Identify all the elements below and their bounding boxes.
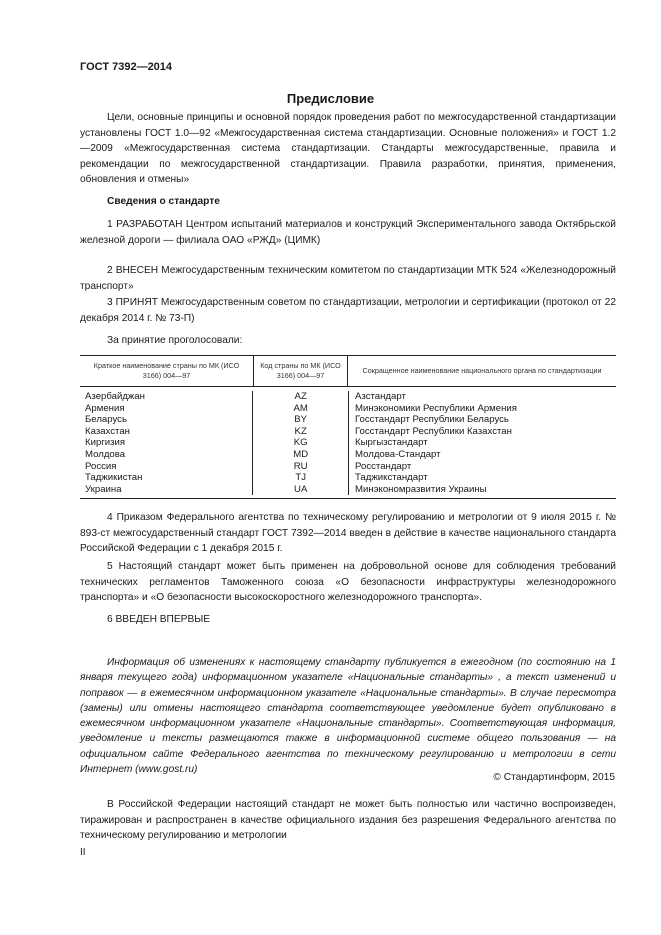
rights-paragraph: В Российской Федерации настоящий стандарт не может быть полностью или частично воспроизведен, тиражирован и распространен в качестве официального издания без разрешения Федерального агентства по техническому регулированию и метрологии	[80, 799, 616, 841]
country-cell: Россия	[85, 460, 117, 472]
country-cell: Таджикистан	[85, 472, 143, 484]
country-column	[80, 391, 252, 495]
doc-code-header: ГОСТ 7392—2014	[80, 61, 173, 73]
org-cell: Кыргызстандарт	[355, 437, 428, 449]
org-cell: Молдова-Стандарт	[355, 448, 441, 460]
org-column	[349, 391, 616, 495]
country-cell: Азербайджан	[85, 391, 145, 402]
country-cell: Киргизия	[85, 437, 126, 449]
org-cell: Таджикстандарт	[355, 472, 428, 484]
code-column	[252, 391, 349, 495]
code-cell: AM	[293, 402, 308, 414]
country-cell: Казахстан	[85, 425, 130, 437]
code-cell: KZ	[294, 425, 307, 437]
country-cell: Молдова	[85, 448, 126, 460]
code-cell: BY	[294, 414, 308, 426]
header-country-code: Код страны по МК (ИСО 3166) 004—97	[253, 356, 348, 386]
intro-paragraph: Цели, основные принципы и основной порядок проведения работ по межгосударственной стандартизации установлены ГОСТ 1.0—92 «Межгосударственная система стандартизации. Основные положения» и ГОСТ 1.2—2009 «Межгосударственная система стандартизации. Стандарты межгосударственные, правила и рекомендации по межгосударственной стандартизации. Правила разработки, принятия, применения, обновления и отмены»	[80, 112, 616, 185]
vote-label: За принятие проголосовали:	[107, 335, 243, 346]
item-3: 3 ПРИНЯТ Межгосударственным советом по стандартизации, метрологии и сертификации (протокол от 22 декабря 2014 г. № 73-П)	[80, 297, 616, 324]
item-4: 4 Приказом Федерального агентства по техническому регулированию и метрологии от 9 июля 2015 г. № 893-ст межгосударственный стандарт ГОСТ 7392—2014 введен в действие в качестве национального стандарта Российской Федерации с 1 декабря 2015 г.	[80, 512, 616, 554]
table-header	[80, 356, 616, 387]
voting-countries-table	[80, 355, 616, 499]
table-body	[80, 387, 616, 498]
country-cell: Беларусь	[85, 414, 127, 426]
org-cell: Азстандарт	[355, 391, 406, 402]
about-heading: Сведения о стандарте	[107, 196, 220, 207]
header-org-name: Сокращенное наименование национального органа по стандартизации	[362, 366, 602, 375]
item-5: 5 Настоящий стандарт может быть применен на добровольной основе для соблюдения требований технических регламентов Таможенного союза «О безопасности инфраструктуры железнодорожного транспорта» и «О безопасности высокоскоростного железнодорожного транспорта».	[80, 561, 616, 603]
org-cell: Госстандарт Республики Беларусь	[355, 414, 509, 426]
org-cell: Госстандарт Республики Казахстан	[355, 425, 512, 437]
code-cell: MD	[293, 448, 309, 460]
org-cell: Минэкономразвития Украины	[355, 483, 487, 495]
org-cell: Росстандарт	[355, 460, 412, 472]
copyright: © Стандартинформ, 2015	[493, 772, 615, 783]
code-cell: RU	[293, 460, 308, 472]
code-cell: KG	[293, 437, 308, 449]
code-cell: UA	[294, 483, 308, 495]
item-1: 1 РАЗРАБОТАН Центром испытаний материалов и конструкций Экспериментального завода Октябрьской железной дороги — филиала ОАО «РЖД» (ЦИМК)	[80, 219, 616, 246]
item-2: 2 ВНЕСЕН Межгосударственным техническим комитетом по стандартизации МТК 524 «Железнодорожный транспорт»	[80, 265, 616, 292]
code-cell: TJ	[295, 472, 307, 484]
header-country-name: Краткое наименование страны по МК (ИСО 3166) 004—97	[93, 361, 240, 380]
org-cell: Минэкономики Республики Армения	[355, 402, 517, 414]
section-title: Предисловие	[286, 91, 375, 106]
country-cell: Армения	[85, 402, 125, 414]
country-cell: Украина	[85, 483, 122, 495]
info-paragraph: Информация об изменениях к настоящему стандарту публикуется в ежегодном (по состоянию на 1 января текущего года) информационном указателе «Национальные стандарты» , а текст изменений и поправок — в ежемесячном информационном указателе «Национальные стандарты». В случае пересмотра (замены) или отмены настоящего стандарта соответствующее уведомление будет опубликовано в ежемесячном информационном указателе «Национальные стандарты». Соответствующая информация, уведомление и тексты размещаются также в информационной системе общего пользования — на официальном сайте Федерального агентства по техническому регулированию и метрологии в сети Интернет (www.gost.ru)	[80, 657, 616, 776]
code-cell: AZ	[294, 391, 307, 402]
page-number: II	[80, 847, 86, 858]
item-6: 6 ВВЕДЕН ВПЕРВЫЕ	[107, 614, 211, 625]
